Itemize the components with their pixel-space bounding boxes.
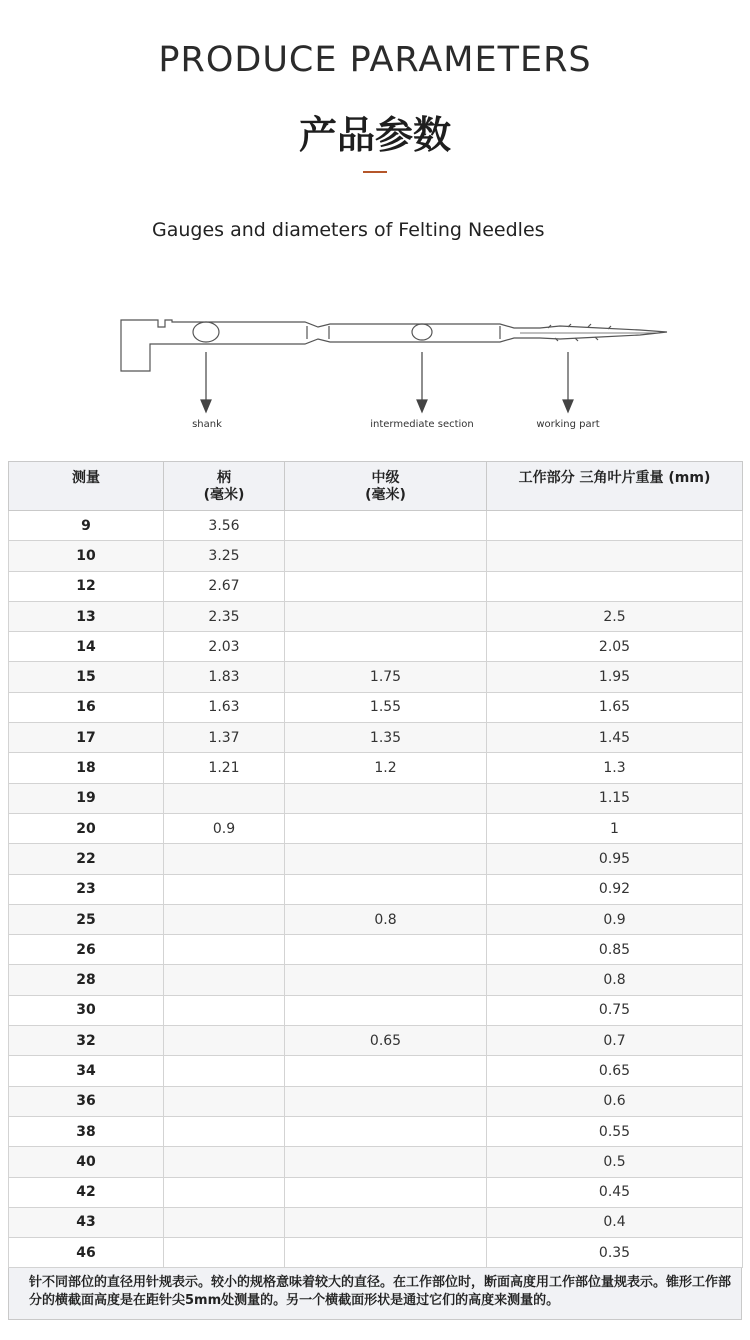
table-row: [9, 844, 743, 874]
table-row: [9, 1207, 743, 1237]
table-row: [9, 904, 743, 934]
cell-shank: 3.25: [164, 541, 285, 571]
cell-working: 1.45: [487, 723, 743, 753]
cell-gauge: 28: [9, 965, 164, 995]
title-divider: [363, 171, 387, 173]
cell-intermediate: [285, 601, 487, 631]
cell-intermediate: 0.8: [285, 904, 487, 934]
cell-shank: 1.21: [164, 753, 285, 783]
table-row: [9, 1026, 743, 1056]
table-row: [9, 541, 743, 571]
table-footnote: 针不同部位的直径用针规表示。较小的规格意味着较大的直径。在工作部位时，断面高度用工作部位量规表示。锥形工作部分的横截面高度是在距针尖5mm处测量的。另一个横截面形状是通过它们的高度来测量的。: [8, 1268, 742, 1320]
cell-shank: [164, 965, 285, 995]
table-row: [9, 1177, 743, 1207]
cell-shank: [164, 1147, 285, 1177]
cell-shank: [164, 783, 285, 813]
cell-working: 0.35: [487, 1238, 743, 1268]
cell-working: 2.5: [487, 601, 743, 631]
table-row: [9, 571, 743, 601]
table-row: [9, 601, 743, 631]
cell-working: 0.85: [487, 935, 743, 965]
cell-intermediate: 1.55: [285, 692, 487, 722]
cell-shank: [164, 1177, 285, 1207]
cell-gauge: 23: [9, 874, 164, 904]
cell-gauge: 43: [9, 1207, 164, 1237]
cell-gauge: 12: [9, 571, 164, 601]
header-working: 工作部分 三角叶片重量 (mm): [487, 462, 743, 511]
cell-shank: 1.83: [164, 662, 285, 692]
cell-intermediate: 0.65: [285, 1026, 487, 1056]
cell-intermediate: 1.35: [285, 723, 487, 753]
cell-intermediate: [285, 1238, 487, 1268]
table-row: [9, 511, 743, 541]
table-row: [9, 783, 743, 813]
cell-intermediate: [285, 935, 487, 965]
cell-intermediate: [285, 1056, 487, 1086]
cell-gauge: 32: [9, 1026, 164, 1056]
table-row: [9, 965, 743, 995]
cell-intermediate: [285, 1207, 487, 1237]
cell-shank: 3.56: [164, 511, 285, 541]
label-shank: shank: [192, 419, 222, 430]
cell-working: 0.55: [487, 1116, 743, 1146]
cell-working: 2.05: [487, 632, 743, 662]
cell-intermediate: [285, 844, 487, 874]
table-row: [9, 1056, 743, 1086]
cell-shank: [164, 1238, 285, 1268]
cell-intermediate: [285, 1177, 487, 1207]
cell-gauge: 25: [9, 904, 164, 934]
table-row: [9, 1116, 743, 1146]
cell-working: [487, 511, 743, 541]
cell-intermediate: [285, 813, 487, 843]
cell-working: 1.15: [487, 783, 743, 813]
table-row: [9, 723, 743, 753]
cell-working: [487, 541, 743, 571]
cell-shank: [164, 1207, 285, 1237]
cell-gauge: 14: [9, 632, 164, 662]
shank-marker: [193, 322, 219, 342]
cell-intermediate: [285, 1086, 487, 1116]
cell-shank: 2.67: [164, 571, 285, 601]
table-row: [9, 662, 743, 692]
table-row: [9, 1238, 743, 1268]
page-title-en: PRODUCE PARAMETERS: [158, 40, 592, 80]
cell-working: 0.9: [487, 904, 743, 934]
table-row: [9, 874, 743, 904]
cell-intermediate: [285, 783, 487, 813]
cell-gauge: 19: [9, 783, 164, 813]
cell-intermediate: [285, 995, 487, 1025]
cell-working: 0.6: [487, 1086, 743, 1116]
cell-shank: [164, 1116, 285, 1146]
cell-gauge: 34: [9, 1056, 164, 1086]
header-shank: 柄 (毫米): [164, 462, 285, 511]
table-row: [9, 692, 743, 722]
cell-gauge: 20: [9, 813, 164, 843]
cell-working: 0.95: [487, 844, 743, 874]
section-subtitle: Gauges and diameters of Felting Needles: [152, 219, 545, 241]
needle-crank: [121, 320, 667, 371]
diagram-arrows: [201, 352, 573, 412]
cell-gauge: 22: [9, 844, 164, 874]
cell-intermediate: [285, 1116, 487, 1146]
cell-gauge: 9: [9, 511, 164, 541]
cell-working: 0.65: [487, 1056, 743, 1086]
cell-gauge: 18: [9, 753, 164, 783]
cell-intermediate: [285, 511, 487, 541]
cell-gauge: 38: [9, 1116, 164, 1146]
cell-shank: [164, 874, 285, 904]
header-gauge: 测量: [9, 462, 164, 511]
table-row: [9, 995, 743, 1025]
cell-gauge: 40: [9, 1147, 164, 1177]
cell-gauge: 10: [9, 541, 164, 571]
cell-intermediate: [285, 571, 487, 601]
table-header-row: [9, 462, 743, 511]
cell-intermediate: [285, 632, 487, 662]
label-working: working part: [536, 419, 600, 430]
cell-shank: 1.63: [164, 692, 285, 722]
cell-shank: [164, 1026, 285, 1056]
cell-shank: [164, 995, 285, 1025]
cell-gauge: 36: [9, 1086, 164, 1116]
table-row: [9, 1147, 743, 1177]
cell-working: 1.65: [487, 692, 743, 722]
cell-shank: 2.35: [164, 601, 285, 631]
cell-gauge: 26: [9, 935, 164, 965]
table-row: [9, 753, 743, 783]
cell-shank: 1.37: [164, 723, 285, 753]
cell-shank: [164, 935, 285, 965]
cell-working: 0.5: [487, 1147, 743, 1177]
cell-gauge: 15: [9, 662, 164, 692]
table-row: [9, 632, 743, 662]
table-row: [9, 813, 743, 843]
cell-shank: 0.9: [164, 813, 285, 843]
cell-shank: [164, 844, 285, 874]
cell-gauge: 13: [9, 601, 164, 631]
cell-working: 0.7: [487, 1026, 743, 1056]
cell-working: 1.95: [487, 662, 743, 692]
cell-gauge: 46: [9, 1238, 164, 1268]
cell-gauge: 30: [9, 995, 164, 1025]
cell-intermediate: [285, 541, 487, 571]
table-row: [9, 1086, 743, 1116]
header-intermediate: 中级 (毫米): [285, 462, 487, 511]
intermediate-marker: [412, 324, 432, 340]
cell-gauge: 17: [9, 723, 164, 753]
label-intermediate: intermediate section: [370, 419, 474, 430]
cell-intermediate: [285, 874, 487, 904]
needle-outline: [121, 320, 667, 371]
cell-shank: [164, 1086, 285, 1116]
felting-needle-diagram: [0, 300, 750, 440]
cell-intermediate: 1.2: [285, 753, 487, 783]
cell-working: 0.45: [487, 1177, 743, 1207]
cell-working: 0.4: [487, 1207, 743, 1237]
table-row: [9, 935, 743, 965]
cell-shank: 2.03: [164, 632, 285, 662]
cell-working: 1: [487, 813, 743, 843]
page-title-cn: 产品参数: [298, 113, 451, 157]
table-body: [9, 511, 743, 1268]
cell-gauge: 16: [9, 692, 164, 722]
cell-shank: [164, 904, 285, 934]
cell-intermediate: [285, 1147, 487, 1177]
cell-working: 0.92: [487, 874, 743, 904]
cell-working: 0.75: [487, 995, 743, 1025]
cell-shank: [164, 1056, 285, 1086]
cell-working: [487, 571, 743, 601]
cell-intermediate: [285, 965, 487, 995]
cell-gauge: 42: [9, 1177, 164, 1207]
cell-working: 0.8: [487, 965, 743, 995]
cell-intermediate: 1.75: [285, 662, 487, 692]
cell-working: 1.3: [487, 753, 743, 783]
gauge-table: [8, 461, 743, 1268]
